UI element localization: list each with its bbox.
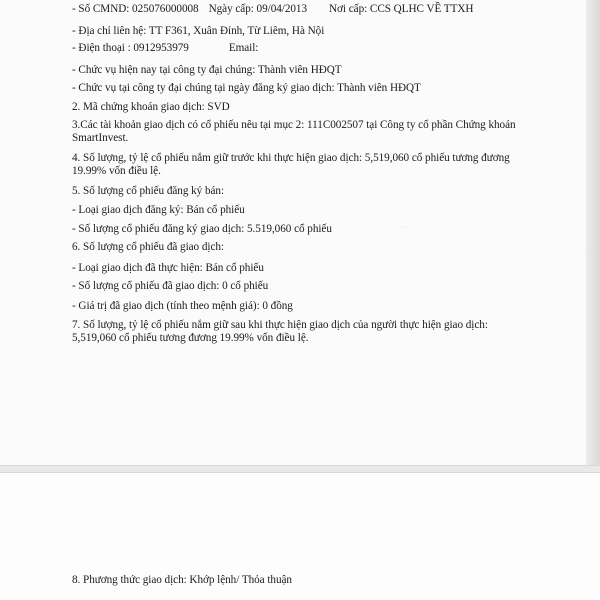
- holdings-after: 7. Số lượng, tỷ lệ cổ phiếu nắm giữ sau khi thực hiện giao dịch của người thực hiện giao dịch: 5,519,060 cổ phiếu tương đương 19.99% vốn điều lệ.: [72, 319, 488, 344]
- page-separator: [0, 465, 600, 473]
- issue-date: Ngày cấp: 09/04/2013: [208, 3, 308, 15]
- section-6-title: 6. Số lượng cổ phiếu đã giao dịch:: [72, 241, 224, 253]
- id-card-line: [72, 3, 473, 16]
- transaction-method: 8. Phương thức giao dịch: Khớp lệnh/ Thỏa thuận: [72, 574, 292, 586]
- phone-line: [72, 42, 258, 55]
- phone-number: - Điện thoại : 0912953979: [72, 42, 189, 54]
- registered-type: - Loại giao dịch đăng ký: Bán cổ phiếu: [72, 204, 245, 216]
- current-position: - Chức vụ hiện nay tại công ty đại chúng: Thành viên HĐQT: [72, 64, 342, 76]
- executed-value: - Giá trị đã giao dịch (tính theo mệnh giá): 0 đồng: [72, 300, 293, 312]
- executed-type: - Loại giao dịch đã thực hiện: Bán cổ phiếu: [72, 262, 264, 274]
- stock-code: 2. Mã chứng khoán giao dịch: SVD: [72, 101, 230, 113]
- page-edge-shadow: [586, 0, 600, 465]
- contact-address: - Địa chỉ liên hệ: TT F361, Xuân Đỉnh, Từ Liêm, Hà Nội: [72, 25, 325, 37]
- registered-quantity: - Số lượng cổ phiếu đăng ký giao dịch: 5.519,060 cổ phiếu: [72, 223, 332, 235]
- holdings-before: 4. Số lượng, tỷ lệ cổ phiếu nắm giữ trước khi thực hiện giao dịch: 5,519,060 cổ phiếu tương đương 19.99% vốn điều lệ.: [72, 152, 510, 177]
- issue-place: Nơi cấp: CCS QLHC VỀ TTXH: [329, 3, 474, 15]
- trading-accounts: 3.Các tài khoản giao dịch có cổ phiếu nêu tại mục 2: 111C002507 tại Công ty cổ phần Chứng khoán SmartInvest.: [72, 119, 516, 144]
- email-label: Email:: [228, 42, 259, 54]
- section-5-title: 5. Số lượng cổ phiếu đăng ký bán:: [72, 185, 225, 197]
- executed-quantity: - Số lượng cổ phiếu đã giao dịch: 0 cổ phiếu: [72, 280, 269, 292]
- position-at-registration: - Chức vụ tại công ty đại chúng tại ngày đăng ký giao dịch: Thành viên HĐQT: [72, 82, 421, 94]
- id-number: - Số CMND: 025076000008: [72, 3, 199, 15]
